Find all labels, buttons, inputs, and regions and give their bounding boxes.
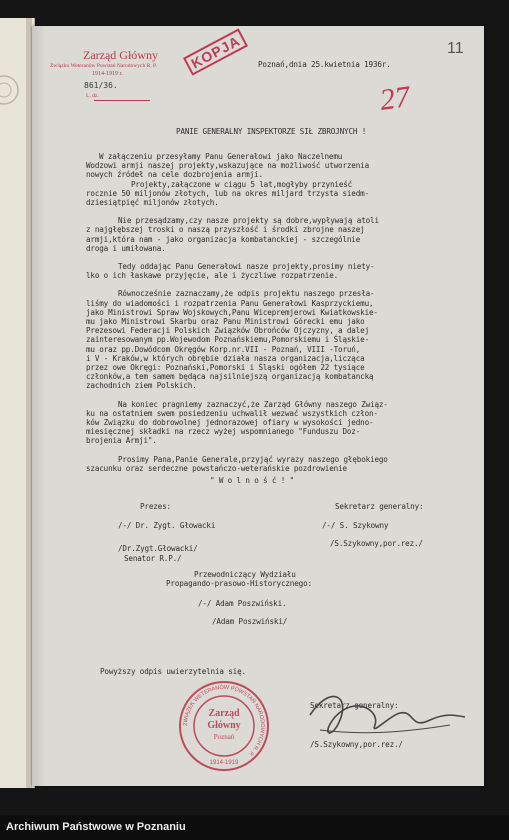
seal-ring-text: ZWIĄZEK WETERANÓW POWSTAŃ NARODOWYCH R. P. xyxy=(182,684,266,757)
body-line: mu oraz pp.Dowódcom Okręgów Korp.nr.VII - Poznań, VIII -Toruń, xyxy=(86,344,361,354)
body-line: brojenia Armji". xyxy=(86,436,157,446)
body-line: i V - Kraków,w których obrębie działa nasza organizacja,licząca xyxy=(86,353,365,363)
stamp-years: 1914-1919 r. xyxy=(92,71,123,77)
body-line: Wodzowi armji naszej projekty,wskazujące na możliwość utworzenia xyxy=(86,161,369,171)
red-handwritten-number: 27 xyxy=(377,80,413,117)
motto: " W o l n o ś ć ! " xyxy=(210,476,295,485)
body-line: ków Związku do dobrowolnej jednorazowej ofiary w wysokości jedno- xyxy=(86,418,374,427)
chairman-title-1: Przewodniczący Wydziału xyxy=(194,570,296,579)
stamp-underline xyxy=(94,100,150,101)
certification-text: Powyższy odpis uwierzytelnia się. xyxy=(100,667,246,676)
president-signature: /-/ Dr. Zygt. Głowacki xyxy=(118,521,216,530)
president-role: Senator R.P./ xyxy=(124,554,182,563)
seal-center-3: Poznań xyxy=(213,733,235,741)
body-line: Projekty,załączone w ciągu 5 lat,mogłyby przynieść xyxy=(131,179,353,189)
body-line: Tedy oddając Panu Generałowi nasze projekty,prosimy niety- xyxy=(118,262,375,271)
body-line: zainteresowanym pp.Wojewodom Poznańskiemu,Pomorskiemu i Śląskie- xyxy=(86,335,369,345)
body-line: członków,a tem samem będąca najsilniejszą organizacją kombatancką xyxy=(86,372,374,382)
binder-emblem-icon xyxy=(0,60,24,120)
body-line: jako Ministrowi Spraw Wojskowych,Panu Wicepremjerowi Kwiatkowskie- xyxy=(86,307,378,317)
header-stamp xyxy=(50,44,170,102)
body-line: W załączeniu przesyłamy Panu Generałowi jako Naczelnemu xyxy=(99,152,343,161)
president-name: /Dr.Zygt.Głowacki/ xyxy=(118,544,198,553)
body-line: Prosimy Pana,Panie Generale,przyjąć wyrazy naszego głębokiego xyxy=(118,454,388,464)
body-line: Nie przesądzamy,czy nasze projekty są dobre,wypływają atoli xyxy=(118,216,379,226)
kopja-stamp: KOPJA xyxy=(183,28,248,75)
round-seal xyxy=(178,680,270,772)
secretary-name: /S.Szykowny,por.rez./ xyxy=(330,539,423,548)
body-line: Równocześnie zaznaczamy,że odpis projektu naszego przesła- xyxy=(118,289,375,299)
body-line: ku na ostatniem swem posiedzeniu uchwalił wezwać wszystkich człon- xyxy=(86,408,378,418)
president-title: Prezes: xyxy=(140,502,171,511)
place-date: Poznań,dnia 25.kwietnia 1936r. xyxy=(258,60,391,69)
chairman-name: /Adam Poszwiński/ xyxy=(212,617,288,626)
body-line: szacunku oraz serdeczne powstańczo-weterańskie pozdrowienie xyxy=(86,463,347,473)
chairman-title-2: Propagando-prasowo-Historycznego: xyxy=(166,579,312,588)
stamp-title: Zarząd Główny xyxy=(83,48,158,62)
body-line: Prezesowi Federacji Polskich Związków Obrońców Ojczyzny, a dalej xyxy=(86,326,369,336)
body-line: droga i umiłowana. xyxy=(86,243,166,253)
folio-number: 11 xyxy=(447,40,464,57)
stamp-ldz-label: L. dz. xyxy=(86,93,99,99)
secretary-title: Sekretarz generalny: xyxy=(335,502,424,511)
body-line: liśmy do wiadomości i rozpatrzenia Panu Generałowi Kasprzyckiemu, xyxy=(86,298,374,308)
seal-center-2: Główny xyxy=(207,720,241,731)
body-line: miesięcznej składki na rzecz wyżej wspomnianego "Funduszu Doz- xyxy=(86,427,361,437)
archive-footer xyxy=(0,815,509,840)
handwritten-signature xyxy=(280,675,470,765)
cert-secretary-name: /S.Szykowny,por.rez./ xyxy=(310,740,403,749)
stamp-subtitle: Związku Weteranów Powstań Narodowych R. P. xyxy=(50,63,157,69)
cert-secretary-title: Sekretarz generalny: xyxy=(310,701,399,710)
body-line: armji,która nam - jako organizacja kombatanckiej - szczególnie xyxy=(86,234,361,244)
body-line: dziesiątpięć miljonów złotych. xyxy=(86,198,219,207)
body-line: przez owe Okręgi: Poznański,Pomorski i Śląski ogółem 22 tysiące xyxy=(86,363,365,372)
archive-name: Archiwum Państwowe w Poznaniu xyxy=(6,821,186,833)
body-line: nowych źródeł na cele dozbrojenia armji. xyxy=(86,170,263,180)
body-line: z najgłębszej troski o naszą przyszłość i środki zbrojne naszej xyxy=(86,225,365,235)
chairman-signature: /-/ Adam Poszwiński. xyxy=(198,599,287,608)
body-line: zachodnich ziem Polskich. xyxy=(86,381,197,391)
addressee: PANIE GENERALNY INSPEKTORZE SIŁ ZBROJNYCH ! xyxy=(176,127,367,136)
stamp-number: 861/36. xyxy=(84,81,118,90)
body-line: lko o ich łaskawe przyjęcie, ale i życzliwe rozpatrzenie. xyxy=(86,271,339,281)
seal-years: 1914-1919 xyxy=(209,760,239,766)
secretary-signature: /-/ S. Szykowny xyxy=(322,521,389,530)
body-line: mu jako Ministrowi Skarbu oraz Panu Ministrowi Górecki emu jako xyxy=(86,317,365,326)
page-fold xyxy=(32,26,46,786)
body-line: Na koniec pragniemy zaznaczyć,że Zarząd Główny naszego Związ- xyxy=(118,399,388,409)
body-line: rocznie 50 miljonów złotych, lub na okres miljard trzysta siedm- xyxy=(86,188,369,198)
seal-center-1: Zarząd xyxy=(208,708,240,719)
